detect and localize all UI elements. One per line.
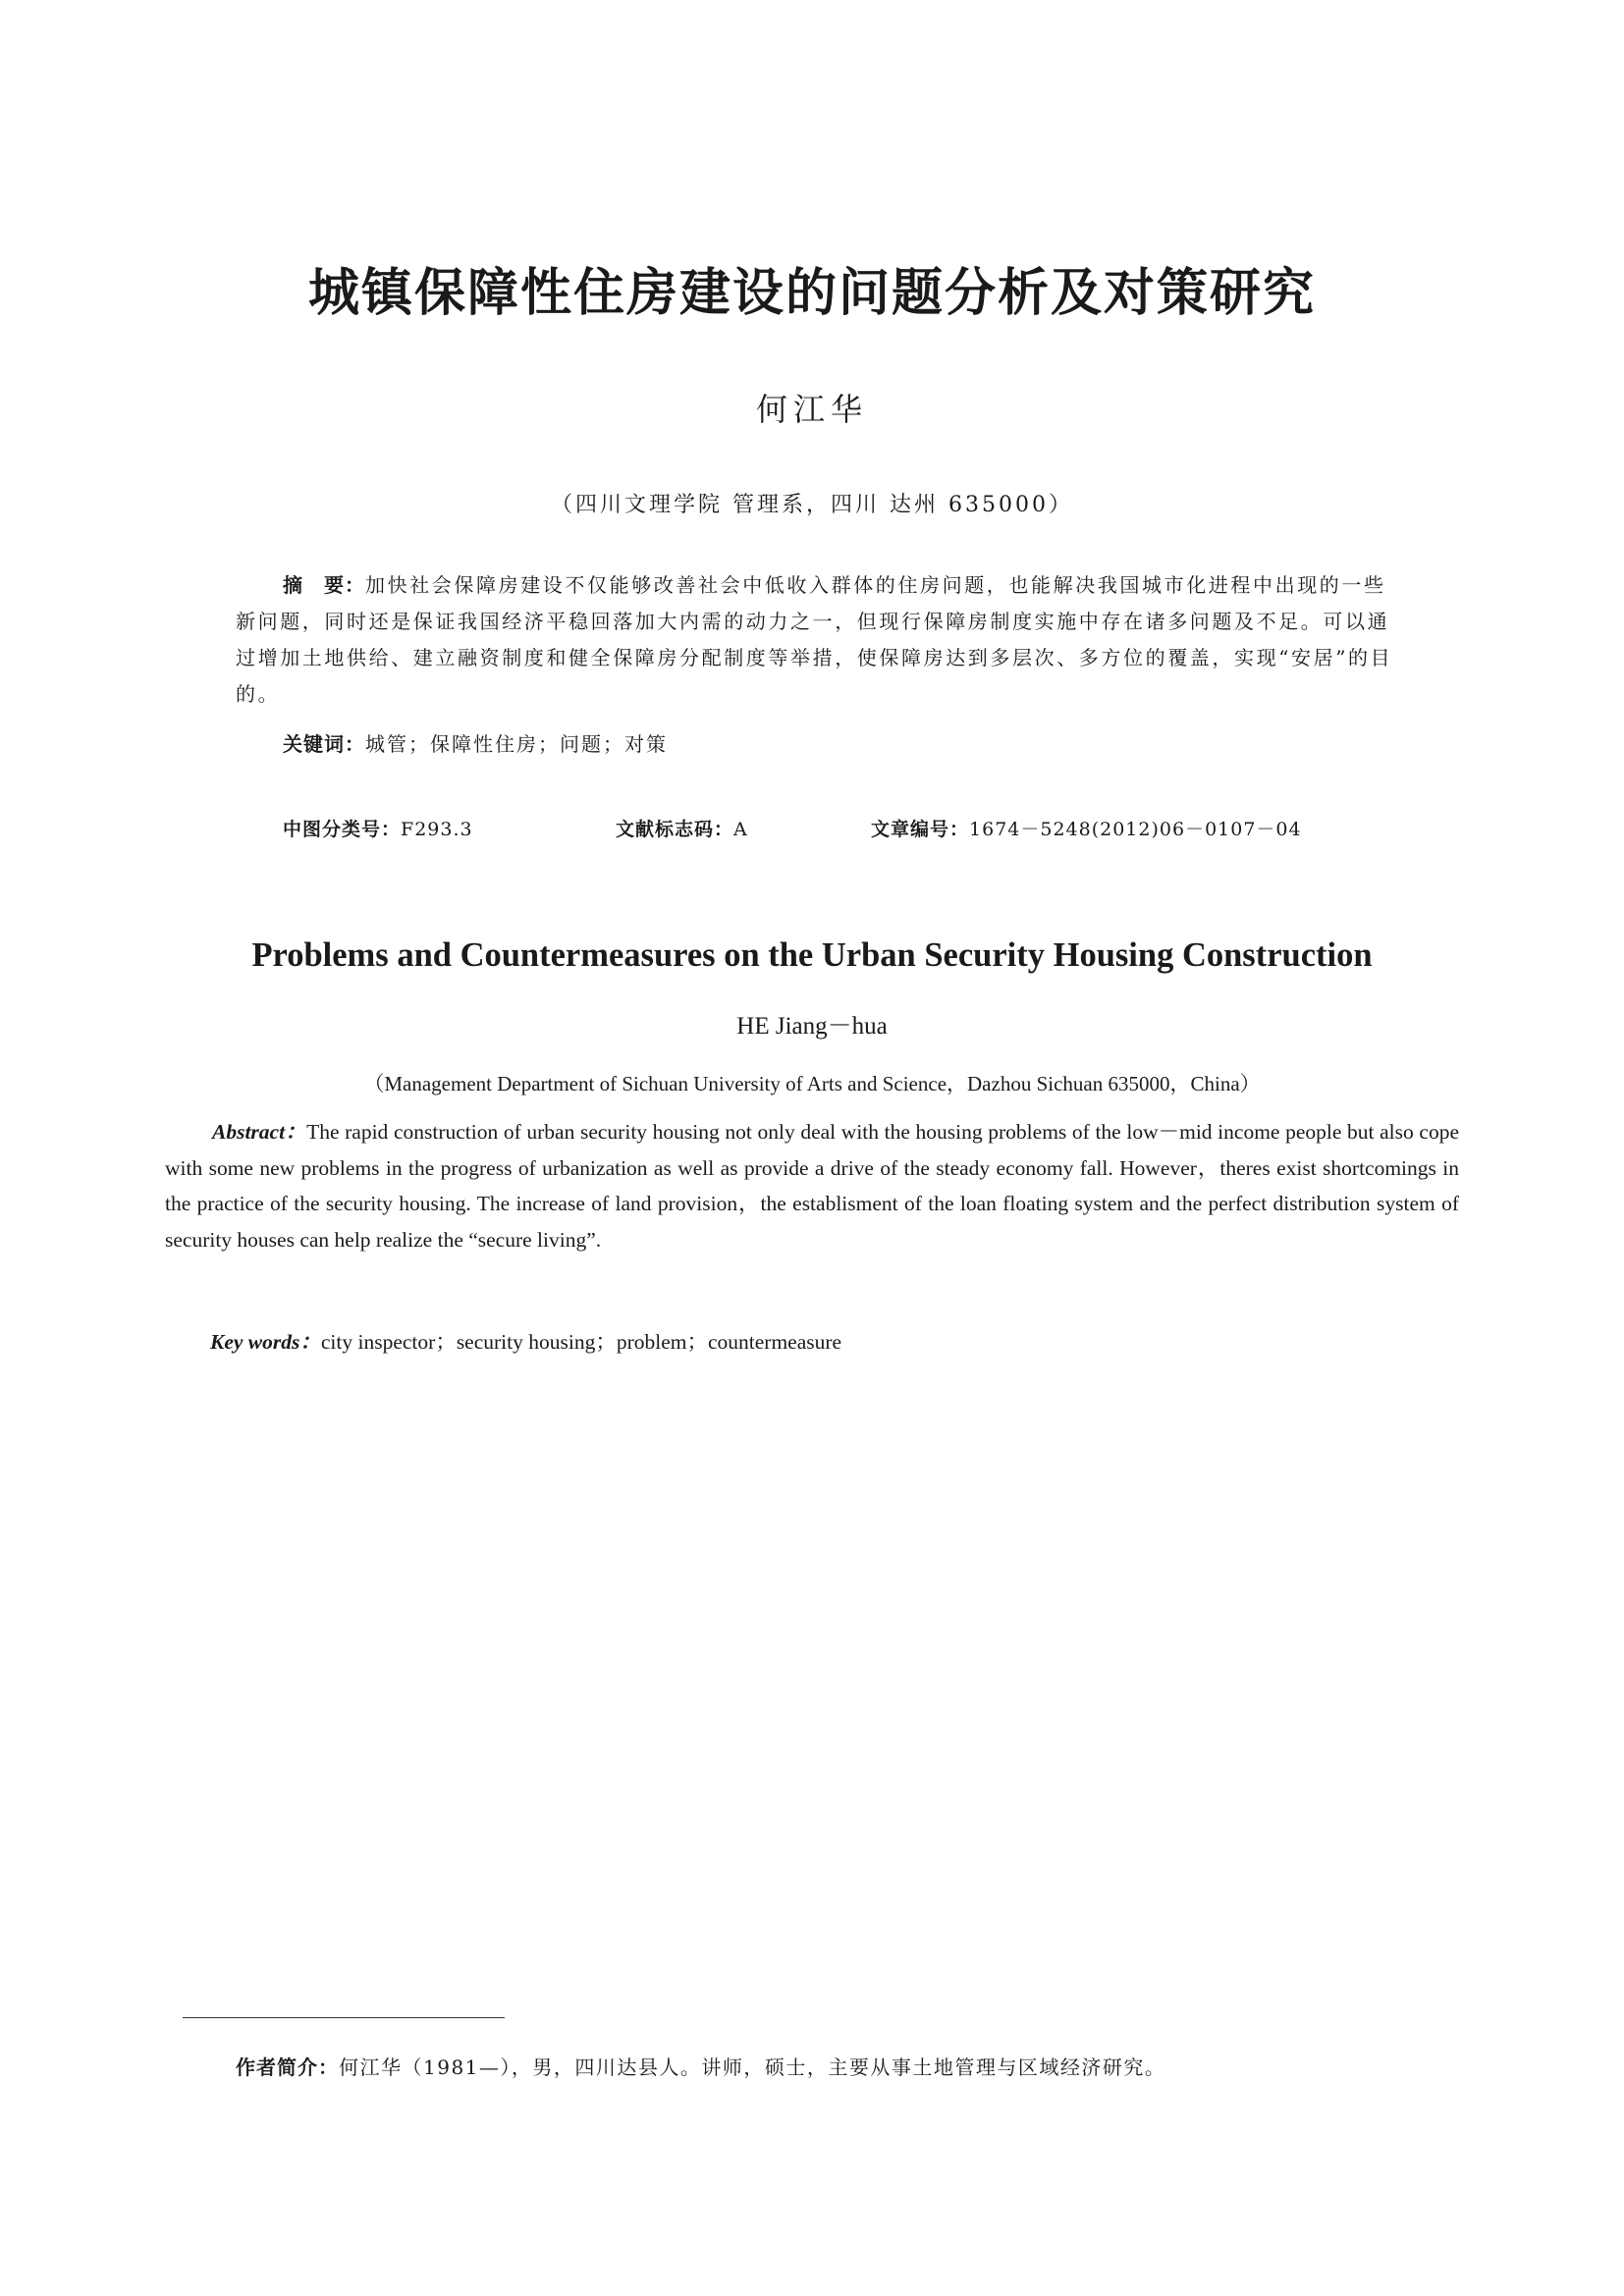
affiliation-english: （Management Department of Sichuan University of Arts and Science，Dazhou Sichuan 635000，China） [363,1072,1261,1095]
clc-value: F293.3 [401,819,473,840]
abstract-english [165,1114,1459,1257]
keywords-text-chinese: 城管；保障性住房；问题；对策 [365,732,668,756]
keywords-text-english: city inspector；security housing；problem；countermeasure [320,1330,842,1354]
abstract-chinese [236,567,1400,713]
keywords-chinese [283,728,668,757]
abstract-label-english: Abstract： [212,1120,307,1144]
author-name-english: HE Jiang－hua [736,1013,888,1040]
abstract-text-chinese: 加快社会保障房建设不仅能够改善社会中低收入群体的住房问题，也能解决我国城市化进程中出现的一些新问题，同时还是保证我国经济平稳回落加大内需的动力之一，但现行保障房制度实施中存在诸多问题及不足。可以通过增加土地供给、建立融资制度和健全保障房分配制度等举措，使保障房达到多层次、多方位的覆盖，实现“安居”的目的。 [236,573,1393,706]
article-number [871,815,1302,841]
document-code-value: A [733,819,748,840]
clc-label: 中图分类号： [283,819,402,840]
footnote-text: 何江华（1981—），男，四川达县人。讲师，硕士，主要从事土地管理与区域经济研究。 [339,2056,1166,2079]
footnote-divider [183,2017,505,2018]
keywords-english [210,1325,841,1356]
abstract-text-english: The rapid construction of urban security housing not only deal with the housing problems of the low－mid income people but also cope with some new problems in the progress of urbanization as well as provide a drive of the steady economy fall. However，theres exist shortcomings in the practice of the security housing. The increase of land provision，the establisment of the loan floating system and the perfect distribution system of security houses can help realize the “secure living”. [165,1120,1459,1252]
keywords-label-english: Key words： [210,1330,321,1354]
article-number-value: 1674－5248(2012)06－0107－04 [969,819,1302,840]
document-code [616,815,748,841]
clc-number [283,815,473,841]
affiliation-chinese: （四川文理学院 管理系，四川 达州 635000） [551,493,1073,517]
footnote-label: 作者简介： [236,2056,339,2079]
document-code-label: 文献标志码： [616,819,734,840]
paper-title-chinese: 城镇保障性住房建设的问题分析及对策研究 [307,263,1316,323]
author-name-chinese: 何江华 [755,391,868,428]
keywords-label-chinese: 关键词： [283,732,365,756]
abstract-label-chinese: 摘 要： [283,573,365,597]
paper-title-english: Problems and Countermeasures on the Urban Security Housing Construction [251,936,1373,974]
article-number-label: 文章编号： [871,819,970,840]
author-bio-footnote [236,2052,1165,2080]
